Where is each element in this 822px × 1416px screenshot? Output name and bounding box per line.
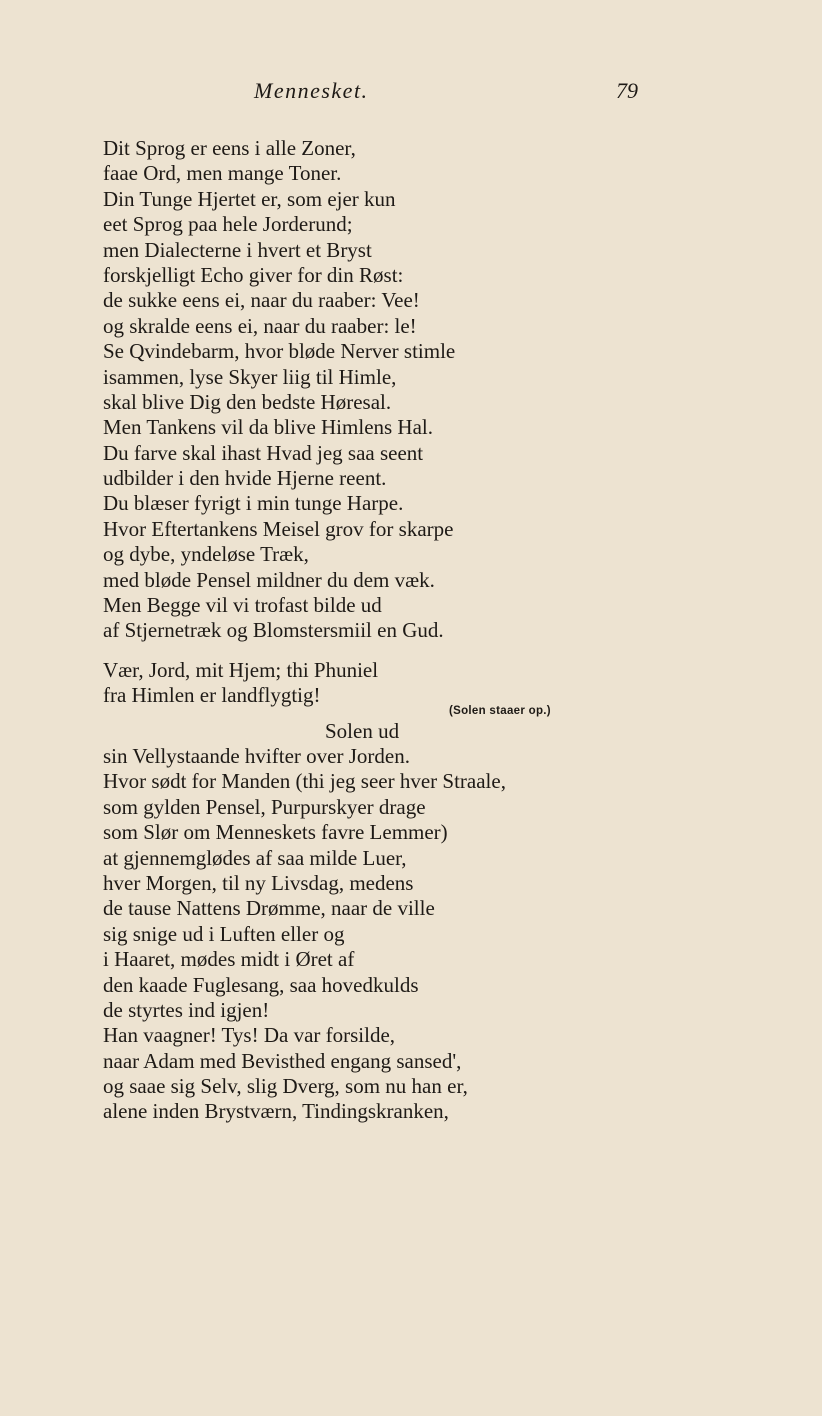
verse-stanza-3 [103,744,506,1125]
verse-line: Vær, Jord, mit Hjem; thi Phuniel [103,658,379,682]
verse-stanza-1 [103,136,455,644]
verse-line: naar Adam med Bevisthed engang sansed', [103,1048,462,1073]
verse-line: Han vaagner! Tys! Da var forsilde, [103,1023,396,1048]
page-number: 79 [616,78,638,103]
verse-line: og skralde eens ei, naar du raaber: le! [103,313,417,338]
verse-line: og dybe, yndeløse Træk, [103,542,309,567]
verse-line: faae Ord, men mange Toner. [103,161,342,186]
verse-line: sin Vellystaande hvifter over Jorden. [103,744,410,768]
verse-line: de tause Nattens Drømme, naar de ville [103,896,435,921]
verse-line: forskjelligt Echo giver for din Røst: [103,262,404,287]
verse-line: fra Himlen er landflygtig! [103,683,321,708]
verse-line: isammen, lyse Skyer liig til Himle, [103,364,397,389]
verse-line: skal blive Dig den bedste Høresal. [103,389,392,414]
running-head [0,78,822,110]
verse-line: Din Tunge Hjertet er, som ejer kun [103,186,396,211]
verse-line: Du farve skal ihast Hvad jeg saa seent [103,440,424,465]
verse-line: at gjennemglødes af saa milde Luer, [103,845,407,870]
verse-line: og saae sig Selv, slig Dverg, som nu han er, [103,1074,468,1099]
verse-line: men Dialecterne i hvert et Bryst [103,237,372,262]
verse-line: Men Tankens vil da blive Himlens Hal. [103,415,434,440]
verse-line: som Slør om Menneskets favre Lemmer) [103,820,448,845]
verse-line: Hvor Eftertankens Meisel grov for skarpe [103,516,454,541]
verse-line: Se Qvindebarm, hvor bløde Nerver stimle [103,339,456,364]
verse-line: af Stjernetræk og Blomstersmiil en Gud. [103,618,444,643]
verse-line: hver Morgen, til ny Livsdag, medens [103,870,414,895]
stage-direction: (Solen staaer op.) [449,705,551,717]
verse-line: Dit Sprog er eens i alle Zoner, [103,136,356,160]
verse-line: eet Sprog paa hele Jorderund; [103,212,353,237]
verse-line: de styrtes ind igjen! [103,997,270,1022]
verse-line: Du blæser fyrigt i min tunge Harpe. [103,491,404,516]
verse-line: Hvor sødt for Manden (thi jeg seer hver Straale, [103,769,506,794]
verse-line: Men Begge vil vi trofast bilde ud [103,593,382,618]
verse-stanza-2 [103,658,378,709]
verse-line: som gylden Pensel, Purpurskyer drage [103,794,426,819]
verse-line: i Haaret, mødes midt i Øret af [103,947,355,972]
verse-line: de sukke eens ei, naar du raaber: Vee! [103,288,420,313]
verse-line: sig snige ud i Luften eller og [103,921,345,946]
verse-line: alene inden Brystværn, Tindingskranken, [103,1099,449,1124]
running-title: Mennesket. [254,78,369,103]
verse-line: med bløde Pensel mildner du dem væk. [103,567,435,592]
verse-line: udbilder i den hvide Hjerne reent. [103,466,387,491]
centered-verse-line: Solen ud [325,719,400,743]
verse-line: den kaade Fuglesang, saa hovedkulds [103,972,419,997]
